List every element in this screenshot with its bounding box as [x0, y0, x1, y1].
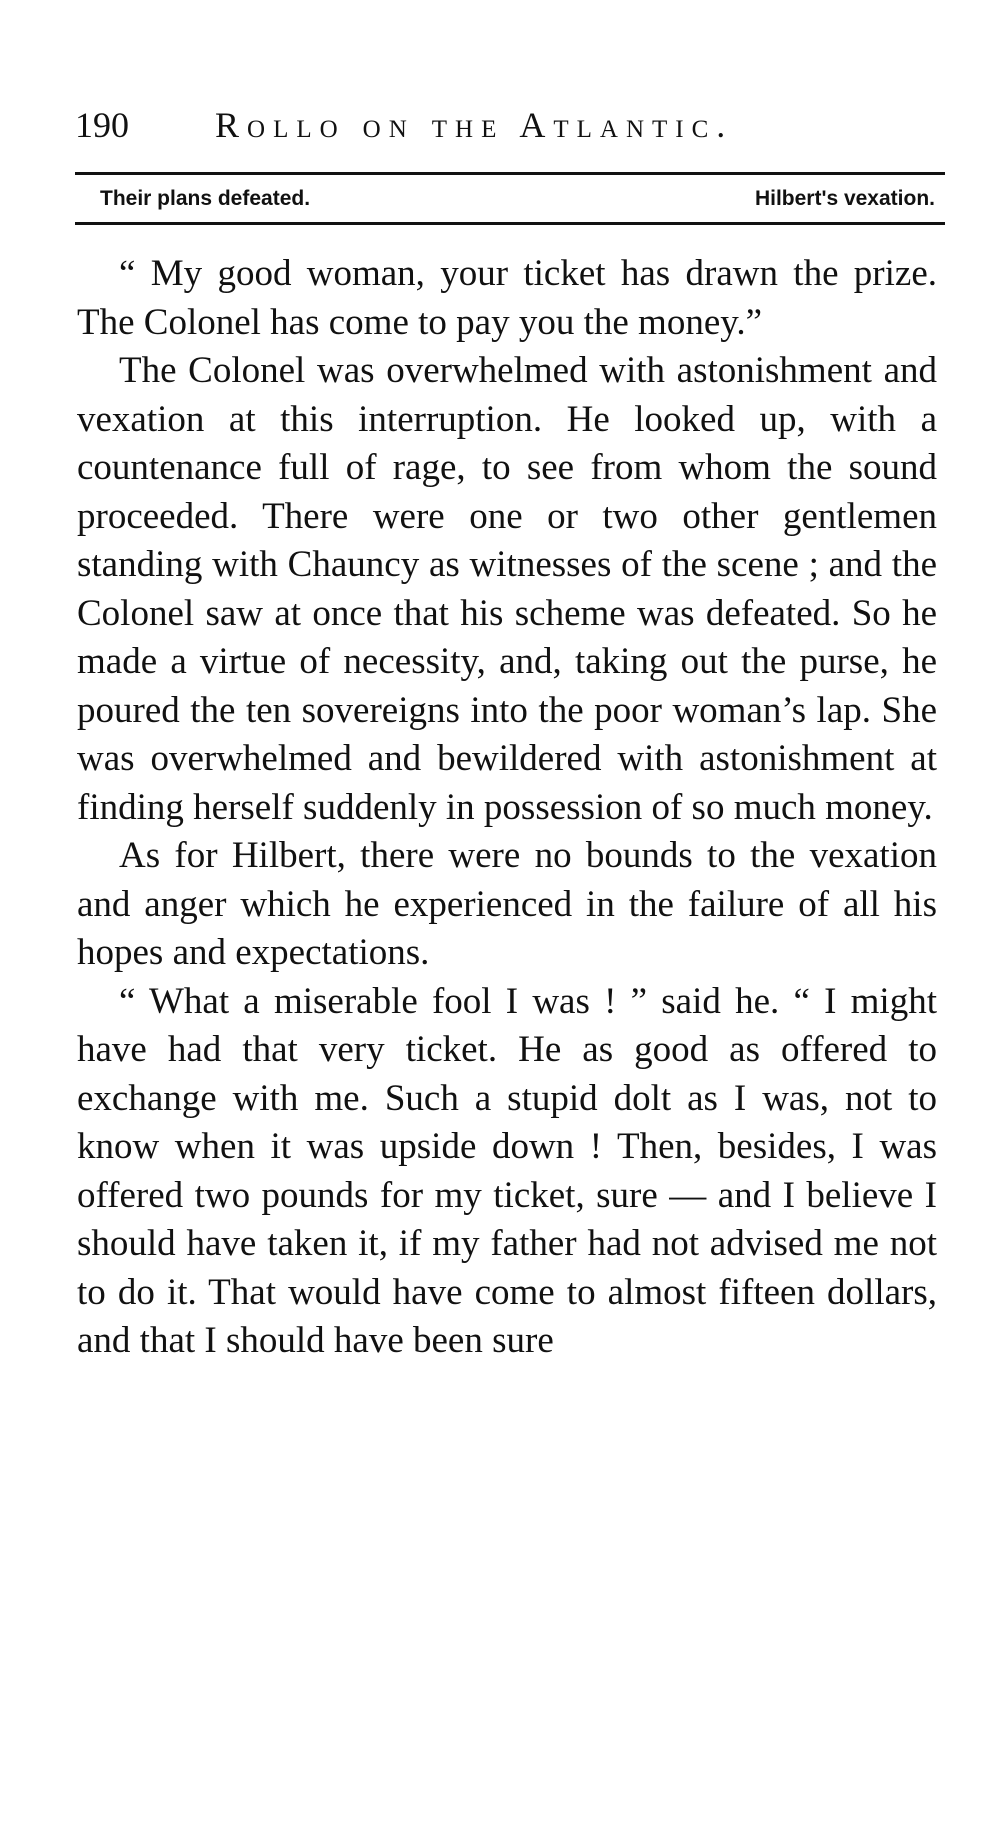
- right-subhead: Hilbert's vexation.: [754, 187, 935, 210]
- header-rule-top: [75, 172, 945, 175]
- left-subhead: Their plans defeated.: [100, 187, 311, 210]
- paragraph-2: The Colonel was overwhelmed with astonishment and vexation at this interruption. He looked up, with a countenance full of rage, to see from whom the sound proceeded. There were one or two other gentlemen standing with Chauncy as witnesses of the scene ; and the Colonel saw at once that his scheme was defeated. So he made a virtue of necessity, and, taking out the purse, he poured the ten sovereigns into the poor woman’s lap. She was overwhelmed and bewildered with astonishment at finding herself suddenly in possession of so much money.: [77, 350, 937, 828]
- paragraph-1: “ My good woman, your ticket has drawn the prize. The Colonel has come to pay you the money.”: [77, 253, 937, 343]
- running-head: [75, 100, 945, 150]
- body-text: [77, 250, 937, 1366]
- book-title: Rollo on the Atlantic.: [215, 105, 734, 145]
- paragraph-4: “ What a miserable fool I was ! ” said he. “ I might have had that very ticket. He as good as offered to exchange with me. Such a stupid dolt as I was, not to know when it was upside down ! Then, besides, I was offered two pounds for my ticket, sure — and I believe I should have taken it, if my father had not advised me not to do it. That would have come to almost fifteen dollars, and that I should have been sure: [77, 980, 937, 1361]
- paragraph-3: As for Hilbert, there were no bounds to the vexation and anger which he experienced in the failure of all his hopes and expectations.: [77, 835, 937, 973]
- header-rule-bottom: [75, 222, 945, 225]
- section-subheads: [75, 180, 945, 218]
- page-number: 190: [75, 105, 129, 145]
